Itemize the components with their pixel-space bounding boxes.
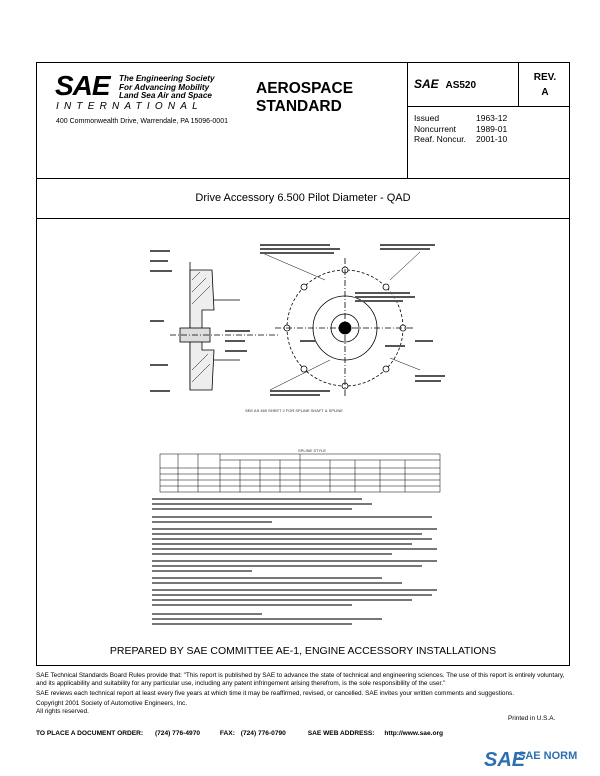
- document-type-line2: STANDARD: [256, 98, 342, 115]
- footer-rights: All rights reserved.: [36, 708, 89, 716]
- order-label: TO PLACE A DOCUMENT ORDER:: [36, 730, 144, 737]
- date-row-issued: Issued 1963-12: [414, 113, 508, 123]
- footer-disclaimer: SAE Technical Standards Board Rules provide that: "This report is published by SAE to advance the state of technical and engineering sciences. The use of this report is entirely voluntary, and its applicability and suitability for any particular use, including any patent infringement arising therefrom, is the sole responsibility of the user.": [36, 672, 565, 687]
- web-label: SAE WEB ADDRESS:: [307, 730, 375, 737]
- svg-text:SAE: SAE: [484, 749, 526, 771]
- watermark-text: SAE NORM: [518, 750, 578, 762]
- rev-divider: [518, 62, 519, 107]
- watermark-logo-icon: [484, 746, 526, 771]
- international-wordmark: INTERNATIONAL: [56, 101, 203, 112]
- prepared-by: PREPARED BY SAE COMMITTEE AE-1, ENGINE ACCESSORY INSTALLATIONS: [109, 645, 497, 657]
- footer-review-note: SAE reviews each technical report at least every five years at which time it may be reaffirmed, revised, or cancelled. SAE invites your written comments and suggestions.: [36, 689, 514, 697]
- society-name: [119, 75, 215, 101]
- sae-norm-watermark: [484, 744, 596, 774]
- header-divider-vertical: [407, 62, 408, 179]
- docnum-divider: [407, 106, 570, 107]
- date-row-noncurrent: Noncurrent 1989-01: [414, 123, 508, 134]
- spline-table-title: SPLINE STYLE: [298, 448, 327, 453]
- document-number-value: AS520: [445, 80, 477, 91]
- sae-logo-mark: [55, 70, 117, 101]
- footer-copyright: Copyright 2001 Society of Automotive Engineers, Inc.: [36, 700, 187, 708]
- svg-text:SAE: SAE: [55, 70, 110, 101]
- document-type: [256, 80, 353, 116]
- fax-label: FAX:: [219, 730, 235, 737]
- document-number-prefix: SAE: [414, 77, 439, 91]
- revision-label: REV.: [533, 72, 557, 83]
- printed-in: Printed in U.S.A.: [508, 715, 556, 722]
- title-bottom-rule: [36, 218, 570, 219]
- document-title: Drive Accessory 6.500 Pilot Diameter - QAD: [195, 192, 411, 204]
- drawing-bottom-note: SEE AS 469 SHEET 2 FOR SPLINE SHAFT & SPLINE: [245, 408, 343, 413]
- fax-number: (724) 776-0790: [240, 730, 286, 737]
- date-row-reaffirmed: Reaf. Noncur. 2001-10: [414, 134, 508, 145]
- header-bottom-rule: [36, 178, 570, 179]
- document-number: [414, 77, 476, 91]
- footer-text: [36, 672, 570, 716]
- spline-table: [150, 448, 450, 494]
- document-type-line1: AEROSPACE: [256, 80, 354, 97]
- revision-value: A: [541, 87, 549, 98]
- society-line-2: For Advancing Mobility: [119, 82, 210, 92]
- society-line-1: The Engineering Society: [119, 74, 215, 83]
- society-line-3: Land Sea Air and Space: [119, 91, 212, 101]
- sae-logo: [55, 72, 117, 103]
- order-line: [36, 730, 443, 737]
- address: 400 Commonwealth Drive, Warrendale, PA 15096-0001: [56, 118, 228, 125]
- date-block: [414, 113, 507, 145]
- technical-drawing: [150, 240, 450, 420]
- order-phone: (724) 776-4970: [154, 730, 201, 737]
- revision-box: [527, 70, 563, 100]
- web-address[interactable]: http://www.sae.org: [384, 730, 444, 737]
- drawing-notes: [152, 498, 452, 638]
